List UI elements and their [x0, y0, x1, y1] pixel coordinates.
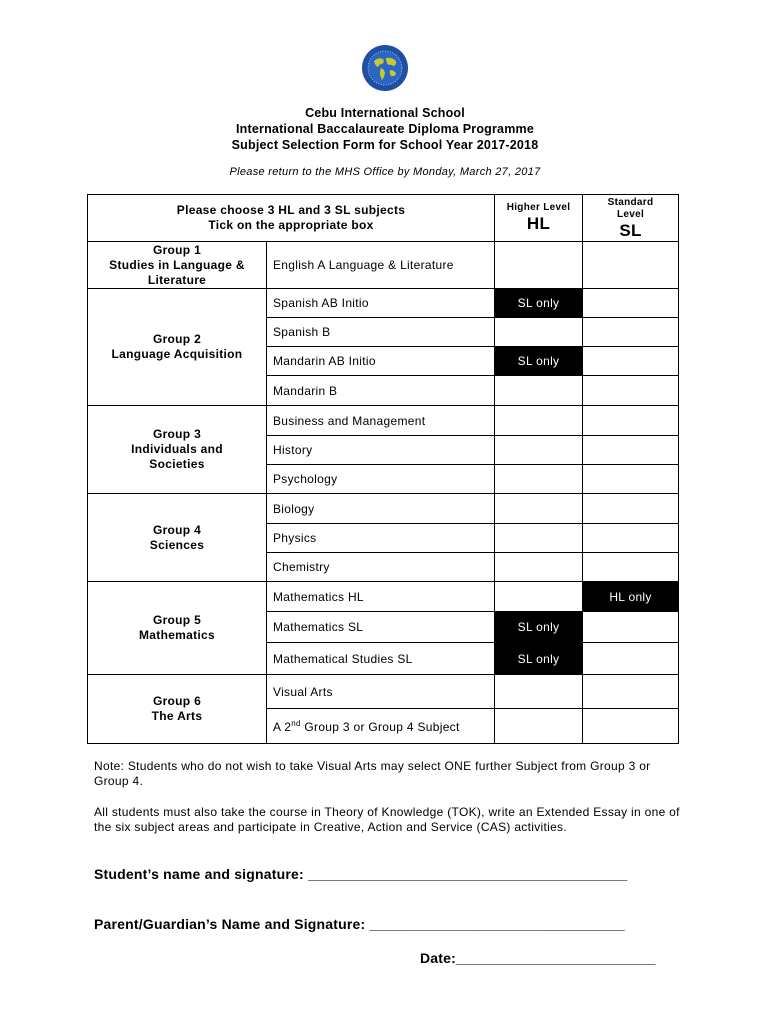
subject-mathematical-studies-sl: Mathematical Studies SL [267, 643, 495, 675]
subject-biology: Biology [267, 494, 495, 524]
table-row [88, 675, 679, 709]
subject-psychology: Psychology [267, 465, 495, 494]
school-globe-emblem-icon [361, 44, 409, 92]
sl-checkbox[interactable] [583, 318, 679, 347]
table-row [88, 289, 679, 318]
group-3-label: Group 3 Individuals and Societies [88, 406, 267, 494]
group-2-label: Group 2 Language Acquisition [88, 289, 267, 406]
sl-checkbox[interactable] [583, 612, 679, 643]
group-6-label: Group 6 The Arts [88, 675, 267, 744]
subject-history: History [267, 436, 495, 465]
sl-column-header: Standard Level SL [583, 195, 679, 242]
subject-second-group-3-or-4: A 2nd Group 3 or Group 4 Subject [267, 709, 495, 744]
sl-checkbox[interactable] [583, 436, 679, 465]
subject-selection-table [87, 194, 679, 744]
hl-checkbox[interactable] [495, 465, 583, 494]
hl-only-badge: HL only [583, 582, 679, 612]
subject-physics: Physics [267, 524, 495, 553]
sl-checkbox[interactable] [583, 643, 679, 675]
student-signature-line[interactable]: Student’s name and signature: ________________________________________ [94, 866, 628, 882]
hl-checkbox[interactable] [495, 406, 583, 436]
subject-mandarin-ab-initio: Mandarin AB Initio [267, 347, 495, 376]
programme-name: International Baccalaureate Diploma Programme [236, 122, 534, 136]
subject-english-a: English A Language & Literature [267, 242, 495, 289]
hl-checkbox[interactable] [495, 242, 583, 289]
core-requirements-note: All students must also take the course in Theory of Knowledge (TOK), write an Extended Essay in one of the six subject areas and participate in Creative, Action and Service (CAS) activities. [94, 805, 680, 834]
parent-signature-line[interactable]: Parent/Guardian’s Name and Signature: ________________________________ [94, 916, 626, 932]
subject-mathematics-hl: Mathematics HL [267, 582, 495, 612]
hl-checkbox[interactable] [495, 553, 583, 582]
sl-checkbox[interactable] [583, 242, 679, 289]
table-row [88, 494, 679, 524]
table-row [88, 406, 679, 436]
sl-only-badge: SL only [495, 289, 583, 318]
hl-checkbox[interactable] [495, 524, 583, 553]
hl-checkbox[interactable] [495, 318, 583, 347]
sl-checkbox[interactable] [583, 524, 679, 553]
hl-checkbox[interactable] [495, 436, 583, 465]
table-row [88, 582, 679, 612]
subject-spanish-ab-initio: Spanish AB Initio [267, 289, 495, 318]
hl-checkbox[interactable] [495, 376, 583, 406]
subject-mandarin-b: Mandarin B [267, 376, 495, 406]
sl-checkbox[interactable] [583, 289, 679, 318]
instruction-cell: Please choose 3 HL and 3 SL subjects Tick on the appropriate box [88, 195, 495, 242]
school-name: Cebu International School [305, 106, 465, 120]
hl-checkbox[interactable] [495, 582, 583, 612]
subject-business-management: Business and Management [267, 406, 495, 436]
sl-checkbox[interactable] [583, 553, 679, 582]
sl-only-badge: SL only [495, 347, 583, 376]
date-line[interactable]: Date:_________________________ [420, 950, 656, 966]
group-5-label: Group 5 Mathematics [88, 582, 267, 675]
sl-checkbox[interactable] [583, 406, 679, 436]
hl-checkbox[interactable] [495, 709, 583, 744]
sl-checkbox[interactable] [583, 465, 679, 494]
subject-spanish-b: Spanish B [267, 318, 495, 347]
sl-checkbox[interactable] [583, 494, 679, 524]
hl-checkbox[interactable] [495, 675, 583, 709]
form-name: Subject Selection Form for School Year 2017-2018 [231, 138, 539, 152]
visual-arts-note: Note: Students who do not wish to take Visual Arts may select ONE further Subject from Group 3 or Group 4. [94, 759, 651, 788]
subject-chemistry: Chemistry [267, 553, 495, 582]
table-row [88, 242, 679, 289]
group-1-label: Group 1 Studies in Language & Literature [88, 242, 267, 289]
sl-only-badge: SL only [495, 612, 583, 643]
hl-column-header: Higher Level HL [495, 195, 583, 242]
subject-mathematics-sl: Mathematics SL [267, 612, 495, 643]
group-4-label: Group 4 Sciences [88, 494, 267, 582]
form-title [0, 105, 770, 153]
subject-visual-arts: Visual Arts [267, 675, 495, 709]
sl-checkbox[interactable] [583, 347, 679, 376]
hl-checkbox[interactable] [495, 494, 583, 524]
return-instruction: Please return to the MHS Office by Monday, March 27, 2017 [229, 166, 541, 178]
sl-checkbox[interactable] [583, 675, 679, 709]
table-header-row [88, 195, 679, 242]
sl-checkbox[interactable] [583, 376, 679, 406]
sl-checkbox[interactable] [583, 709, 679, 744]
sl-only-badge: SL only [495, 643, 583, 675]
